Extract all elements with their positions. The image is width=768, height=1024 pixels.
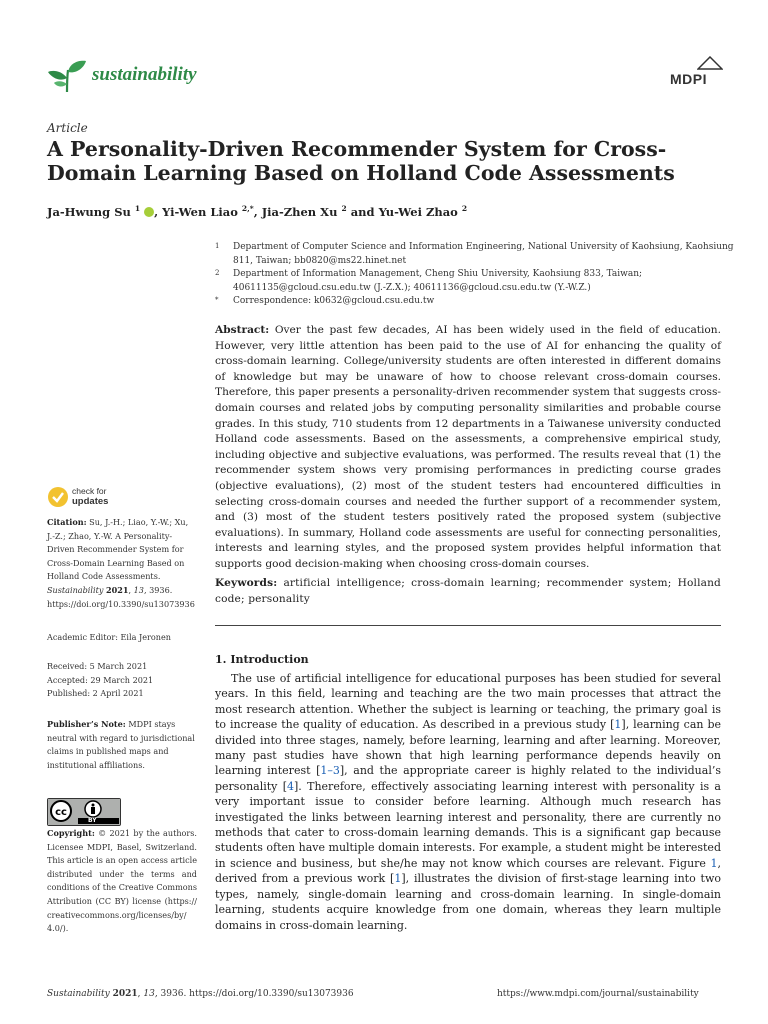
affiliation-text: Department of Computer Science and Information Engineering, National University of Kaohsiung, Kaohsiung 811, Taiwan; bb0820@ms22.hinet.net xyxy=(233,242,734,266)
intro-text: , derived from a previous work [ xyxy=(215,856,721,886)
intro-text: ], and the appropriate career is highly related to the individual’s personality [ xyxy=(215,764,721,793)
affiliation-text: Department of Information Management, Cheng Shiu University, Kaohsiung 833, Taiwan; 40611135@gcloud.csu.edu.tw (J.-Z.X.); 40611136@gcloud.csu.edu.tw (Y.-W.Z.) xyxy=(233,269,643,293)
footer-volume: 13 xyxy=(143,989,155,999)
copyright-block xyxy=(47,827,197,936)
dates-block xyxy=(47,660,197,701)
citation-link[interactable]: 1 xyxy=(614,718,622,732)
cc-by-label: BY xyxy=(88,817,97,824)
check-updates-line: updates xyxy=(72,495,109,507)
footer-journal-url[interactable]: https://www.mdpi.com/journal/sustainability xyxy=(497,989,699,999)
author-name[interactable]: Yi-Wen Liao xyxy=(162,204,238,219)
copyright-label: Copyright: xyxy=(47,828,95,838)
intro-text: ], learning can be divided into three stages, namely, before learning, learning and after learning. Moreover, many past studies have shown that high learning performance depends heavily on learning interest [ xyxy=(215,718,721,778)
check-for-updates-icon[interactable] xyxy=(47,486,69,508)
intro-paragraph xyxy=(215,671,721,933)
author-name[interactable]: Ja-Hwung Su xyxy=(47,204,131,219)
check-updates-line: check for xyxy=(72,486,107,496)
publisher-note-label: Publisher’s Note: xyxy=(47,719,126,729)
copyright-text: © 2021 by the authors. Licensee MDPI, Basel, Switzerland. This article is an open access article distributed under the terms and conditions of the Creative Commons Attribution (CC BY) license (https:// creativecommons.org/licenses/by/ 4.0/). xyxy=(47,828,198,934)
abstract-text: Over the past few decades, AI has been widely used in the field of education. However, very little attention has been paid to the use of AI for enhancing the quality of cross-domain learning. College/university students are often interested in different domains of knowledge but may be unaware of how to choose relevant cross-domain courses. Therefore, this paper presents a personality-driven recommender system that suggests cross-domain courses and related jobs by computing personality similarities and probable course grades. In this study, 710 students from 12 departments in a Taiwanese university conducted Holland code assessments. Based on the assessments, a comprehensive empirical study, including objective and subjective evaluations, was performed. The results reveal that (1) the recommender system shows very promising performances in predicting course grades (objective evaluations), (2) most of the student testers had encountered difficulties in selecting cross-domain courses and needed the further support of a recommender system, and (3) most of the student testers positively rated the proposed system (subjective evaluations). In summary, Holland code assessments are useful for connecting personalities, interests and learning styles, and the proposed system provides helpful information that supports good decision-making when choosing cross-domain courses. xyxy=(215,324,721,570)
keywords-label: Keywords: xyxy=(215,577,278,589)
check-for-updates-button[interactable] xyxy=(72,487,108,506)
cc-by-license-badge[interactable] xyxy=(47,798,121,826)
section-divider xyxy=(215,625,721,626)
author-name[interactable]: Yu-Wei Zhao xyxy=(378,204,458,219)
author-sup: 2 xyxy=(461,204,468,213)
citation-journal: Sustainability xyxy=(47,584,104,595)
abstract xyxy=(215,323,721,573)
keywords-text: artificial intelligence; cross-domain learning; recommender system; Holland code; personality xyxy=(215,577,721,605)
footer-citation: Sustainability 2021, 13, 3936. https://doi.org/10.3390/su13073936 xyxy=(47,989,354,999)
orcid-icon[interactable] xyxy=(144,207,154,217)
accepted-date: Accepted: 29 March 2021 xyxy=(47,674,154,685)
citation-volume: 13 xyxy=(133,584,144,595)
svg-text:cc: cc xyxy=(55,807,67,818)
mdpi-logo-icon xyxy=(697,56,723,70)
leaf-sprout-icon xyxy=(46,58,88,94)
journal-name[interactable]: sustainability xyxy=(92,64,197,85)
author-list: Ja-Hwung Su $^1$ , Yi-Wen Liao $^{2,*}$, Jia-Zhen Xu $^2$ and Yu-Wei Zhao $^2$ xyxy=(47,204,468,219)
citation-block: Citation: Su, J.-H.; Liao, Y.-W.; Xu, J.-Z.; Zhao, Y.-W. A Personality-Driven Recommender System for Cross-Domain Learning Based on Holland Code Assessments. Sustainability 2021, 13, 3936. https://doi.org/10.3390/su13073936 xyxy=(47,517,195,609)
intro-text: The use of artificial intelligence for educational purposes has been studied for several years. In this field, learning and teaching are the two main processes that attract the most research attention. Whether the subject is learning or teaching, the primary goal is to increase the quality of education. As described in a previous study [ xyxy=(215,672,721,732)
article-type: Article xyxy=(47,121,88,135)
figure-link[interactable]: 1 xyxy=(710,856,718,870)
publisher-note-text: MDPI stays neutral with regard to jurisdictional claims in published maps and institutional affiliations. xyxy=(47,719,195,770)
keywords xyxy=(215,576,721,607)
citation-link[interactable]: 4 xyxy=(287,779,295,793)
publisher-name[interactable]: MDPI xyxy=(670,71,707,87)
correspondence xyxy=(215,295,735,309)
abstract-label: Abstract: xyxy=(215,324,270,336)
affiliation-number: * xyxy=(215,296,219,304)
section-title: 1. Introduction xyxy=(215,653,309,666)
affiliation xyxy=(215,268,735,295)
publisher-note xyxy=(47,718,197,772)
citation-text: Su, J.-H.; Liao, Y.-W.; Xu, J.-Z.; Zhao, Y.-W. A Personality-Driven Recommender System for Cross-Domain Learning Based on Holland Code Assessments. xyxy=(47,517,189,582)
author-name[interactable]: Jia-Zhen Xu xyxy=(261,204,338,219)
affiliation xyxy=(215,241,735,268)
citation-link[interactable]: 1 xyxy=(394,872,402,886)
footer-doi[interactable]: , 3936. https://doi.org/10.3390/su13073936 xyxy=(154,989,354,999)
footer-year: 2021 xyxy=(112,989,138,999)
article-title: A Personality-Driven Recommender System for Cross-Domain Learning Based on Holland Code Assessments xyxy=(47,137,675,185)
received-date: Received: 5 March 2021 xyxy=(47,661,148,671)
citation-doi[interactable]: , 3936. https://doi.org/10.3390/su13073936 xyxy=(47,584,195,609)
affiliation-number: 1 xyxy=(215,242,220,250)
citation-label: Citation: xyxy=(47,517,87,527)
creative-commons-icon xyxy=(48,799,120,825)
author-sup: 2,* xyxy=(241,204,254,213)
correspondence-text: Correspondence: k0632@gcloud.csu.edu.tw xyxy=(233,296,435,306)
citation-year: 2021 xyxy=(105,584,129,595)
intro-text: ]. Therefore, effectively associating learning interest with personality is a very important issue to consider before learning. Although much research has investigated the links between learning interest and personality, there are currently no methods that cater to cross-domain learning demands. This is a significant gap because students often have multiple domain interests. For example, a student might be interested in science and business, but she/he may not know which courses are relevant. Figure xyxy=(215,779,721,870)
intro-text: ], illustrates the division of first-stage learning into two types, namely, single-domain learning and cross-domain learning. In single-domain learning, students acquire knowledge from one domain, whereas they learn multiple domains in cross-domain learning. xyxy=(215,872,721,932)
affiliation-number: 2 xyxy=(215,269,220,277)
academic-editor: Academic Editor: Eila Jeronen xyxy=(47,632,171,642)
citation-link[interactable]: 1–3 xyxy=(320,764,340,778)
author-sup: 1 xyxy=(134,204,141,213)
published-date: Published: 2 April 2021 xyxy=(47,688,144,699)
footer-journal: Sustainability xyxy=(47,989,110,999)
author-sup: 2 xyxy=(341,204,347,213)
